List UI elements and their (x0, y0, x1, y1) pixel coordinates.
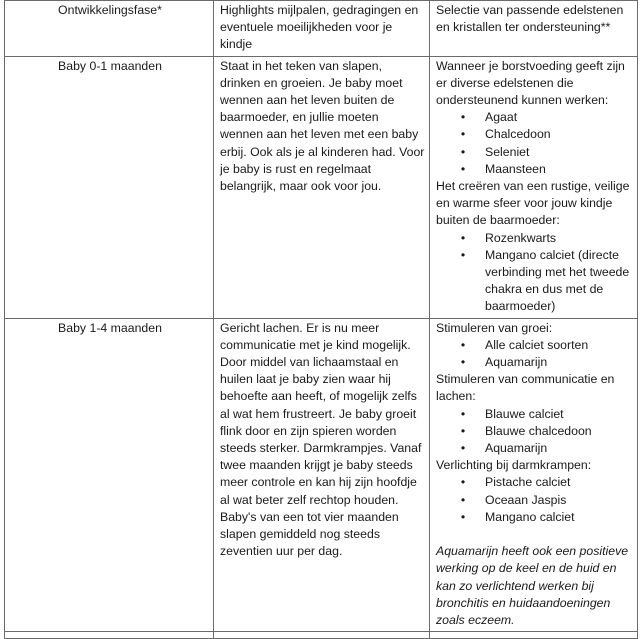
list-item (436, 354, 633, 371)
list-item (436, 474, 633, 491)
bullet-icon: • (460, 144, 466, 159)
bullet-icon: • (460, 492, 466, 507)
stone-name: Agaat (485, 110, 518, 125)
bullet-icon: • (460, 475, 466, 490)
list-item (436, 230, 633, 247)
stone-name: Blauwe calciet (485, 406, 564, 421)
list-item (436, 161, 633, 178)
bullet-icon: • (460, 337, 466, 352)
stone-list (436, 406, 633, 458)
stones-cell (430, 56, 638, 318)
empty-cell (5, 632, 214, 639)
stone-name: Pistache calciet (485, 475, 571, 490)
table-row (5, 318, 638, 631)
stone-name: Rozenkwarts (485, 230, 557, 245)
stones-intro: Wanneer je borstvoeding geeft zijn er diverse edelstenen die ondersteunend kunnen werken: (436, 58, 625, 108)
stones-cell (430, 318, 638, 631)
empty-cell (214, 632, 430, 639)
aquamarine-note: Aquamarijn heeft ook een positieve werking op de keel en de huid en kan zo verlichtend werken bij bronchitis en huidaandoeningen zoals eczeem. (436, 544, 629, 627)
stone-name: Alle calciet soorten (485, 337, 589, 352)
list-item (436, 509, 633, 526)
bullet-icon: • (460, 406, 466, 421)
phase-cell: Baby 0-1 maanden (5, 56, 214, 318)
stone-name: Maansteen (485, 161, 546, 176)
stone-name: Oceaan Jaspis (485, 492, 567, 507)
bullet-icon: • (460, 247, 466, 262)
header-highlights: Highlights mijlpalen, gedragingen en eventuele moeilijkheden voor je kindje (214, 1, 430, 57)
stone-name: Aquamarijn (485, 441, 548, 456)
highlights-cell: Gericht lachen. Er is nu meer communicatie met je kind mogelijk. Door middel van lichaamstaal en huilen laat je baby zien waar hij behoefte aan heeft, of mogelijk zelfs al wat hem frustreert. Je baby groeit flink door en zijn spieren worden steeds sterker. Darmkrampjes. Vanaf twee maanden krijgt je baby steeds meer controle en kan hij zijn hoofdje al wat beter zelf rechtop houden. Baby's van een tot vier maanden slapen gemiddeld nog steeds zeventien uur per dag. (214, 318, 430, 631)
header-phase: Ontwikkelingsfase* (5, 1, 214, 57)
stones-subheading: Verlichting bij darmkrampen: (436, 458, 592, 473)
bullet-icon: • (460, 161, 466, 176)
stone-list (436, 474, 633, 526)
list-item (436, 406, 633, 423)
stone-list (436, 337, 633, 371)
bullet-icon: • (460, 441, 466, 456)
list-item (436, 247, 633, 316)
list-item (436, 492, 633, 509)
highlights-cell: Staat in het teken van slapen, drinken en groeien. Je baby moet wennen aan het leven buiten de baarmoeder, en jullie moeten wennen aan het leven met een baby erbij. Ook als je al kinderen had. Voor je baby is rust en regelmaat belangrijk, maar ook voor jou. (214, 56, 430, 318)
stone-name: Seleniet (485, 144, 530, 159)
table-row (5, 56, 638, 318)
empty-cell (430, 632, 638, 639)
stone-name: Aquamarijn (485, 355, 548, 370)
list-item (436, 440, 633, 457)
stones-subheading: Stimuleren van communicatie en lachen: (436, 372, 615, 404)
stone-list (436, 230, 633, 316)
stages-table (4, 0, 638, 639)
bullet-icon: • (460, 230, 466, 245)
bullet-icon: • (460, 110, 466, 125)
list-item (436, 423, 633, 440)
stone-name: Chalcedoon (485, 127, 551, 142)
stones-subheading: Stimuleren van groei: (436, 320, 553, 335)
stones-subheading: Het creëren van een rustige, veilige en warme sfeer voor jouw kindje buiten de baarmoeder: (436, 179, 630, 228)
list-item (436, 337, 633, 354)
stone-list (436, 109, 633, 178)
bullet-icon: • (460, 355, 466, 370)
header-row (5, 1, 638, 57)
table-row-empty (5, 632, 638, 639)
bullet-icon: • (460, 509, 466, 524)
header-stones: Selectie van passende edelstenen en kristallen ter ondersteuning** (430, 1, 638, 57)
phase-cell: Baby 1-4 maanden (5, 318, 214, 631)
bullet-icon: • (460, 423, 466, 438)
stone-name: Blauwe chalcedoon (485, 423, 592, 438)
list-item (436, 109, 633, 126)
bullet-icon: • (460, 127, 466, 142)
list-item (436, 144, 633, 161)
stone-name: Mangano calciet (directe verbinding met het tweede chakra en dus met de baarmoeder) (485, 247, 630, 314)
list-item (436, 126, 633, 143)
stone-name: Mangano calciet (485, 509, 575, 524)
